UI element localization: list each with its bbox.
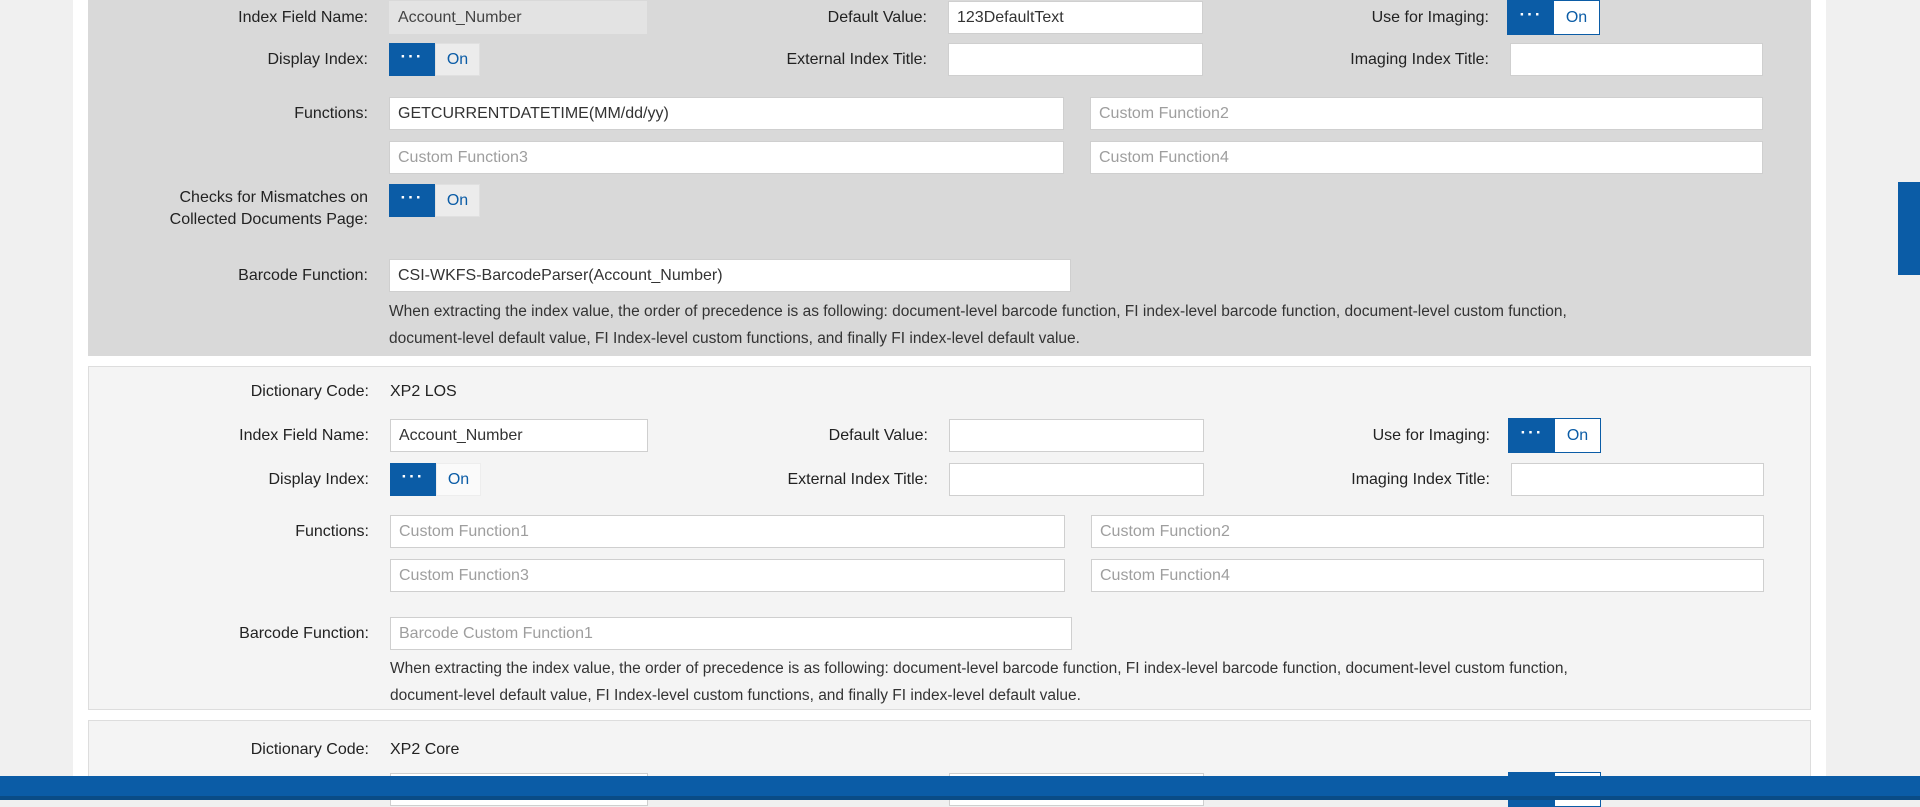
index-field-name-input[interactable] — [390, 419, 648, 452]
index-field-name-input — [389, 1, 647, 34]
section-document-level — [88, 0, 1811, 356]
external-index-title-input[interactable] — [948, 43, 1203, 76]
default-value-label: Default Value: — [828, 427, 928, 444]
external-index-title-label: External Index Title: — [787, 471, 928, 488]
toggle-dots-icon: ··· — [1508, 1, 1554, 34]
use-for-imaging-toggle[interactable] — [1507, 0, 1600, 35]
barcode-function-input[interactable] — [390, 617, 1072, 650]
custom-function2-input[interactable] — [1091, 515, 1764, 548]
custom-function4-input[interactable] — [1090, 141, 1763, 174]
row-functions-1 — [88, 97, 1811, 131]
imaging-index-title-label: Imaging Index Title: — [1351, 471, 1490, 488]
help-line1: When extracting the index value, the order of precedence is as following: document-level barcode function, FI index-level barcode function, document-level custom function, — [390, 660, 1568, 677]
row-display-titles — [88, 43, 1811, 77]
imaging-index-title-label: Imaging Index Title: — [1350, 51, 1489, 68]
checks-label-line2: Collected Documents Page: — [169, 211, 368, 228]
display-index-toggle[interactable] — [390, 463, 481, 496]
barcode-function-input[interactable] — [389, 259, 1071, 292]
precedence-help-text — [389, 298, 1567, 352]
display-index-label: Display Index: — [268, 471, 369, 488]
row-index-default-imaging — [89, 419, 1810, 453]
use-for-imaging-label: Use for Imaging: — [1371, 9, 1489, 26]
checks-for-mismatches-label — [88, 187, 368, 231]
help-line1: When extracting the index value, the order of precedence is as following: document-level barcode function, FI index-level barcode function, document-level custom function, — [389, 303, 1567, 320]
external-index-title-label: External Index Title: — [786, 51, 927, 68]
help-line2: document-level default value, FI Index-level custom functions, and finally FI index-level default value. — [390, 687, 1081, 704]
row-functions-2 — [89, 559, 1810, 593]
row-functions-2 — [88, 141, 1811, 175]
display-index-label: Display Index: — [267, 51, 368, 68]
toggle-state-label: On — [436, 463, 481, 496]
external-index-title-input[interactable] — [949, 463, 1204, 496]
toggle-dots-icon: ··· — [389, 43, 435, 76]
use-for-imaging-toggle[interactable] — [1508, 418, 1601, 453]
checks-label-line1: Checks for Mismatches on — [179, 189, 368, 206]
use-for-imaging-label: Use for Imaging: — [1372, 427, 1490, 444]
toggle-dots-icon: ··· — [390, 463, 436, 496]
toggle-dots-icon: ··· — [1509, 419, 1555, 452]
checks-for-mismatches-toggle[interactable] — [389, 184, 480, 217]
functions-label: Functions: — [294, 105, 368, 122]
custom-function1-input[interactable] — [390, 515, 1065, 548]
toggle-state-label: On — [1554, 1, 1599, 34]
custom-function4-input[interactable] — [1091, 559, 1764, 592]
row-barcode-function — [89, 617, 1810, 651]
section-xp2-los — [88, 366, 1811, 710]
row-display-titles — [89, 463, 1810, 497]
custom-function2-input[interactable] — [1090, 97, 1763, 130]
toggle-state-label: On — [435, 43, 480, 76]
row-barcode-function — [88, 259, 1811, 293]
dictionary-code-value: XP2 LOS — [390, 383, 457, 400]
imaging-index-title-input[interactable] — [1510, 43, 1763, 76]
toggle-state-label: On — [1555, 419, 1600, 452]
custom-function1-input[interactable] — [389, 97, 1064, 130]
dictionary-code-value: XP2 Core — [390, 741, 460, 758]
scrollbar-thumb[interactable] — [1898, 182, 1920, 275]
row-index-default-imaging — [88, 1, 1811, 35]
custom-function3-input[interactable] — [390, 559, 1065, 592]
default-value-input[interactable] — [949, 419, 1204, 452]
help-line2: document-level default value, FI Index-level custom functions, and finally FI index-level default value. — [389, 330, 1080, 347]
barcode-function-label: Barcode Function: — [238, 267, 368, 284]
toggle-state-label: On — [435, 184, 480, 217]
row-functions-1 — [89, 515, 1810, 549]
imaging-index-title-input[interactable] — [1511, 463, 1764, 496]
barcode-function-label: Barcode Function: — [239, 625, 369, 642]
display-index-toggle[interactable] — [389, 43, 480, 76]
dictionary-code-label: Dictionary Code: — [250, 741, 369, 758]
toggle-dots-icon: ··· — [389, 184, 435, 217]
default-value-input[interactable] — [948, 1, 1203, 34]
index-field-name-label: Index Field Name: — [239, 427, 369, 444]
footer-bar — [0, 776, 1920, 800]
precedence-help-text — [390, 655, 1568, 709]
index-field-name-label: Index Field Name: — [238, 9, 368, 26]
functions-label: Functions: — [295, 523, 369, 540]
dictionary-code-label: Dictionary Code: — [250, 383, 369, 400]
footer-bottom-edge — [0, 796, 1920, 800]
custom-function3-input[interactable] — [389, 141, 1064, 174]
default-value-label: Default Value: — [827, 9, 927, 26]
